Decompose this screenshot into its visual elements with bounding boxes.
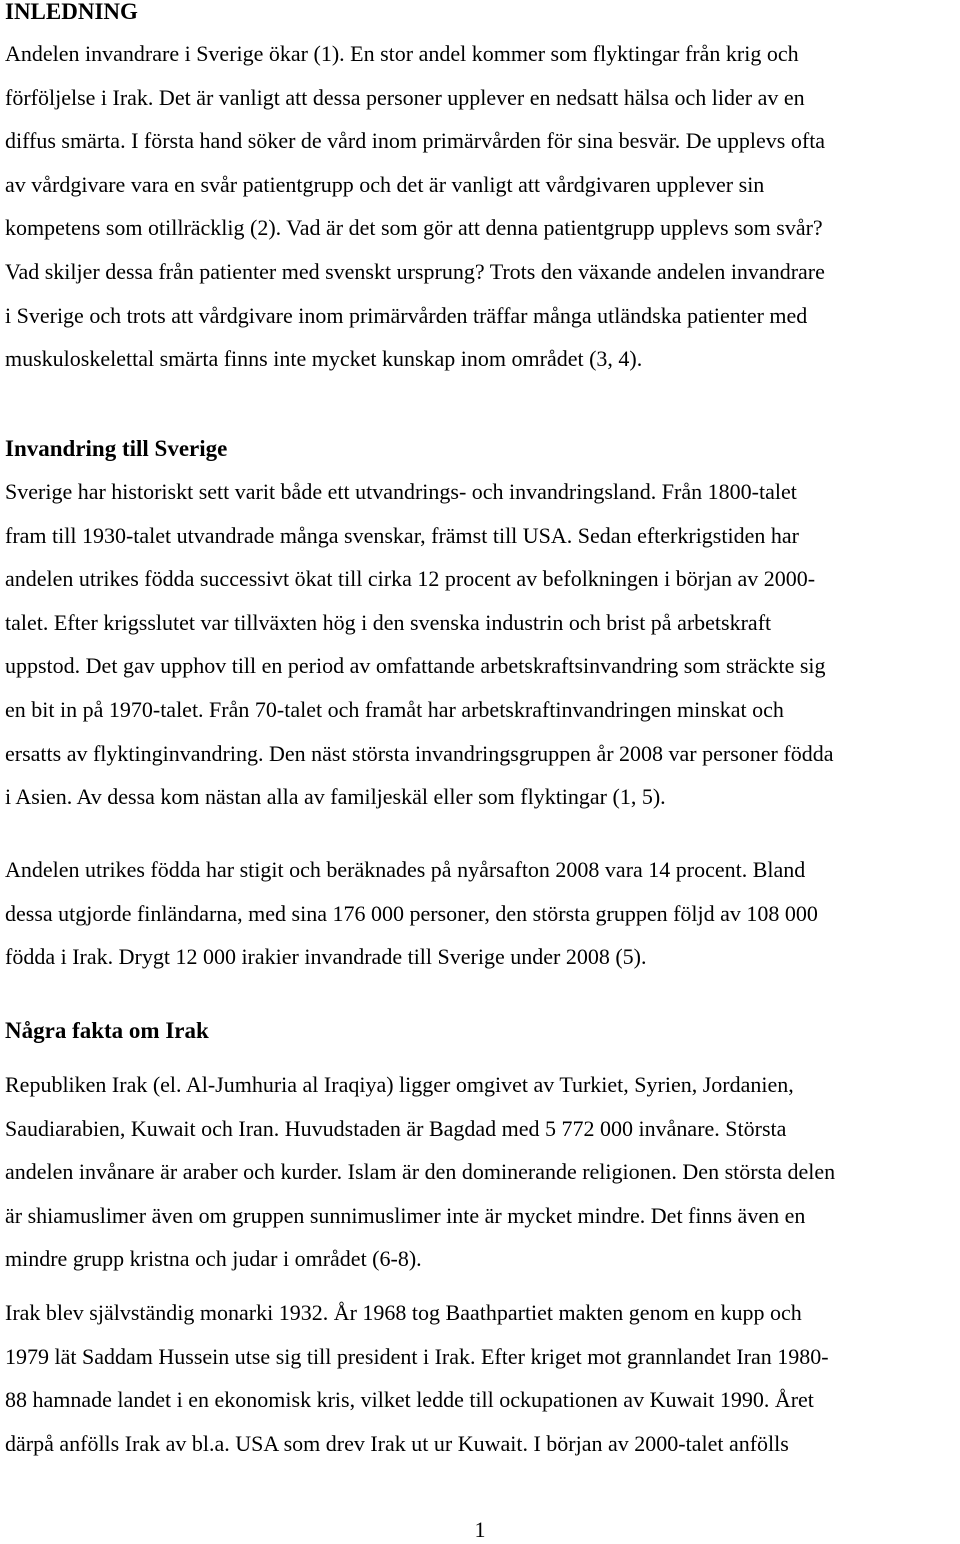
- paragraph-line: Vad skiljer dessa från patienter med svenskt ursprung? Trots den växande andelen invandrare: [5, 258, 825, 284]
- paragraph-line: Saudiarabien, Kuwait och Iran. Huvudstaden är Bagdad med 5 772 000 invånare. Största: [5, 1115, 787, 1141]
- paragraph-line: 88 hamnade landet i en ekonomisk kris, vilket ledde till ockupationen av Kuwait 1990. Året: [5, 1387, 814, 1413]
- paragraph-line: Irak blev självständig monarki 1932. År 1968 tog Baathpartiet makten genom en kupp och: [5, 1300, 802, 1325]
- paragraph-line: födda i Irak. Drygt 12 000 irakier invandrade till Sverige under 2008 (5).: [5, 944, 647, 970]
- paragraph-line: andelen invånare är araber och kurder. Islam är den dominerande religionen. Den största delen: [5, 1159, 836, 1185]
- section-heading-fakta-irak: Några fakta om Irak: [5, 1018, 209, 1043]
- paragraph-line: av vårdgivare vara en svår patientgrupp och det är vanligt att vårdgivaren upplever sin: [5, 171, 765, 197]
- page-number: 1: [474, 1517, 486, 1542]
- section-heading-invandring: Invandring till Sverige: [5, 436, 228, 461]
- paragraph-line: i Sverige och trots att vårdgivare inom primärvården träffar många utländska patienter med: [5, 302, 808, 328]
- paragraph-line: ersatts av flyktinginvandring. Den näst största invandringsgruppen år 2008 var personer födda: [5, 740, 834, 766]
- paragraph-line: förföljelse i Irak. Det är vanligt att dessa personer upplever en nedsatt hälsa och lider av en: [5, 84, 805, 110]
- paragraph-line: därpå anfölls Irak av bl.a. USA som drev Irak ut ur Kuwait. I början av 2000-talet anfölls: [5, 1430, 789, 1456]
- paragraph-invandring-history: [5, 470, 833, 819]
- paragraph-line: andelen utrikes födda successivt ökat till cirka 12 procent av befolkningen i början av 2000-: [5, 566, 816, 592]
- section-heading-inledning: INLEDNING: [5, 0, 138, 24]
- paragraph-line: Andelen utrikes födda har stigit och beräknades på nyårsafton 2008 vara 14 procent. Bland: [5, 857, 806, 882]
- paragraph-line: är shiamuslimer även om gruppen sunnimuslimer inte är mycket mindre. Det finns även en: [5, 1202, 806, 1228]
- paragraph-line: en bit in på 1970-talet. Från 70-talet och framåt har arbetskraftinvandringen minskat och: [5, 696, 784, 722]
- paragraph-line: Sverige har historiskt sett varit både ett utvandrings- och invandringsland. Från 1800-talet: [5, 479, 797, 504]
- paragraph-line: kompetens som otillräcklig (2). Vad är det som gör att denna patientgrupp upplevs som svår?: [5, 215, 823, 241]
- paragraph-line: fram till 1930-talet utvandrade många svenskar, främst till USA. Sedan efterkrigstiden har: [5, 522, 799, 548]
- paragraph-utrikes-fodda: [5, 848, 818, 979]
- paragraph-line: dessa utgjorde finländarna, med sina 176 000 personer, den största gruppen följd av 108 000: [5, 900, 818, 926]
- paragraph-line: diffus smärta. I första hand söker de vård inom primärvården för sina besvär. De upplevs ofta: [5, 128, 826, 154]
- paragraph-irak-history: [5, 1291, 829, 1465]
- paragraph-line: uppstod. Det gav upphov till en period av omfattande arbetskraftsinvandring som sträckte sig: [5, 653, 826, 679]
- paragraph-line: Andelen invandrare i Sverige ökar (1). En stor andel kommer som flyktingar från krig och: [5, 41, 799, 66]
- paragraph-intro: [5, 32, 825, 381]
- paragraph-irak-geography: [5, 1063, 835, 1281]
- paragraph-line: talet. Efter krigsslutet var tillväxten hög i den svenska industrin och brist på arbetskraft: [5, 609, 772, 635]
- paragraph-line: Republiken Irak (el. Al-Jumhuria al Iraqiya) ligger omgivet av Turkiet, Syrien, Jordanien,: [5, 1072, 794, 1097]
- paragraph-line: 1979 lät Saddam Hussein utse sig till president i Irak. Efter kriget mot grannlandet Iran 1980-: [5, 1343, 829, 1369]
- paragraph-line: muskuloskelettal smärta finns inte mycket kunskap inom området (3, 4).: [5, 346, 643, 372]
- paragraph-line: mindre grupp kristna och judar i området (6-8).: [5, 1246, 422, 1272]
- paragraph-line: i Asien. Av dessa kom nästan alla av familjeskäl eller som flyktingar (1, 5).: [5, 784, 666, 810]
